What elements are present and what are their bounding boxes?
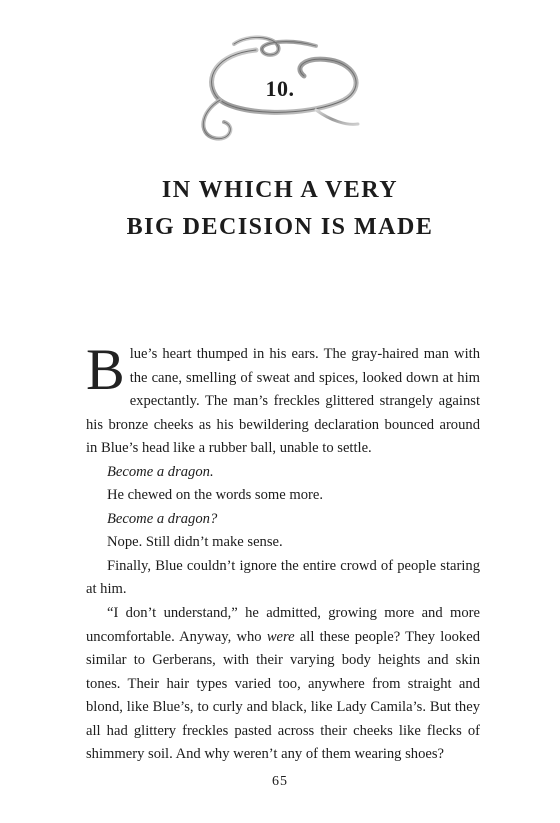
paragraph-4-italic: Become a dragon? [107,510,218,527]
paragraph-5: Nope. Still didn’t make sense. [107,534,283,551]
paragraph-7-before: “I don’t understand,” he admitted, growing more and more uncomfortable. Anyway, who [86,605,480,645]
paragraph-1 [86,337,480,461]
paragraph-7 [86,602,480,767]
paragraph-7-italic: were [266,628,295,645]
paragraph-2-italic: Become a dragon. [107,463,214,480]
chapter-title-line-1: IN WHICH A VERY [161,177,399,203]
paragraph-6: Finally, Blue couldn’t ignore the entire crowd of people staring at him. [86,557,480,598]
chapter-body [86,337,480,767]
paragraph-4 [86,508,480,532]
chapter-title [0,172,560,246]
paragraph-3: He chewed on the words some more. [107,487,324,504]
paragraph-1-text: lue’s heart thumped in his ears. The gray-haired man with the cane, smelling of sweat and spices, looked down at him expectantly. The man’s freckles glittered strangely against his bronze cheeks as his bewildering declaration bounced around in Blue’s head like a rubber ball, unable to settle. [86,346,480,457]
drop-cap: B [86,337,125,402]
paragraph-2 [86,461,480,485]
paragraph-7-after: all these people? They looked similar to Gerberans, with their varying body heights and skin tones. Their hair types varied too, anywhere from straight and blond, like Blue’s, to curly and black, like Lady Camila’s. But they all had glittery freckles pasted across their cheeks like flecks of shimmery soil. And why weren’t any of them wearing shoes? [86,628,480,763]
chapter-title-line-2: BIG DECISION IS MADE [126,214,434,240]
chapter-number: 10. [265,76,295,101]
page-number: 65 [272,774,288,789]
